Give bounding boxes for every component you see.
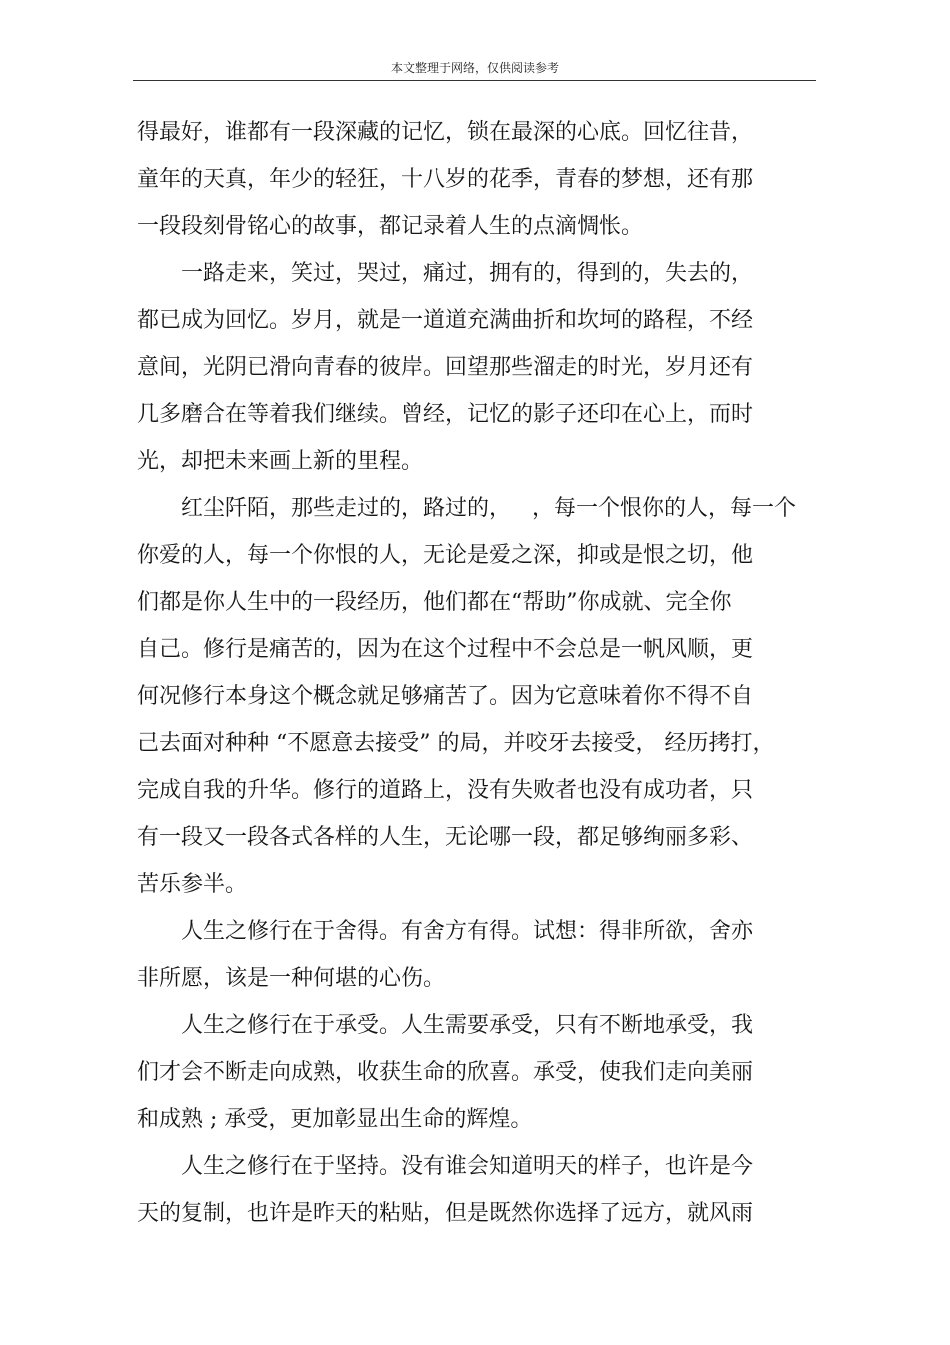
paragraph-2: [137, 250, 817, 485]
text-line: 完成自我的升华。修行的道路上，没有失败者也没有成功者，只: [137, 778, 754, 803]
text-line: 非所愿，该是一种何堪的心伤。: [137, 966, 446, 991]
text-line: 人生之修行在于承受。人生需要承受，只有不断地承受，我: [181, 1013, 754, 1038]
text-line: 人生之修行在于坚持。没有谁会知道明天的样子，也许是今: [181, 1154, 754, 1179]
paragraph-6: [137, 1143, 817, 1237]
document-body: [137, 109, 817, 1237]
text-line: 己去面对种种 “不愿意去接受” 的局，并咬牙去接受， 经历拷打，: [137, 731, 775, 756]
text-line: 苦乐参半。: [137, 872, 248, 897]
text-line: 何况修行本身这个概念就足够痛苦了。因为它意味着你不得不自: [137, 684, 754, 709]
page-header: [0, 60, 950, 76]
text-line: 天的复制，也许是昨天的粘贴，但是既然你选择了远方，就风雨: [137, 1201, 754, 1226]
text-line: 都已成为回忆。岁月，就是一道道充满曲折和坎坷的路程，不经: [137, 308, 754, 333]
paragraph-3: [137, 485, 817, 908]
paragraph-5: [137, 1002, 817, 1143]
text-line: 童年的天真，年少的轻狂，十八岁的花季，青春的梦想，还有那: [137, 167, 754, 192]
text-line: 们才会不断走向成熟，收获生命的欣喜。承受，使我们走向美丽: [137, 1060, 754, 1085]
text-line: 光，却把未来画上新的里程。: [137, 449, 424, 474]
text-line: 一段段刻骨铭心的故事，都记录着人生的点滴惆怅。: [137, 214, 644, 239]
text-line: 得最好，谁都有一段深藏的记忆，锁在最深的心底。回忆往昔，: [137, 120, 754, 145]
text-line: 几多磨合在等着我们继续。曾经，记忆的影子还印在心上，而时: [137, 402, 754, 427]
text-line: 有一段又一段各式各样的人生，无论哪一段，都足够绚丽多彩、: [137, 825, 754, 850]
text-line: 红尘阡陌，那些走过的，路过的， ，每一个恨你的人，每一个: [181, 496, 796, 521]
text-line: 你爱的人，每一个你恨的人，无论是爱之深，抑或是恨之切，他: [137, 543, 754, 568]
text-line: 们都是你人生中的一段经历，他们都在“帮助”你成就、完全你: [137, 590, 732, 615]
header-text: 本文整理于网络，仅供阅读参考: [390, 61, 559, 75]
text-line: 意间，光阴已滑向青春的彼岸。回望那些溜走的时光，岁月还有: [137, 355, 754, 380]
text-line: 一路走来，笑过，哭过，痛过，拥有的，得到的，失去的，: [181, 261, 754, 286]
text-line: 人生之修行在于舍得。有舍方有得。试想：得非所欲，舍亦: [181, 919, 754, 944]
paragraph-1: [137, 109, 817, 250]
text-line: 自己。修行是痛苦的，因为在这个过程中不会总是一帆风顺，更: [137, 637, 754, 662]
header-divider: [133, 80, 816, 81]
text-line: 和成熟 ; 承受，更加彰显出生命的辉煌。: [137, 1107, 533, 1132]
paragraph-4: [137, 908, 817, 1002]
